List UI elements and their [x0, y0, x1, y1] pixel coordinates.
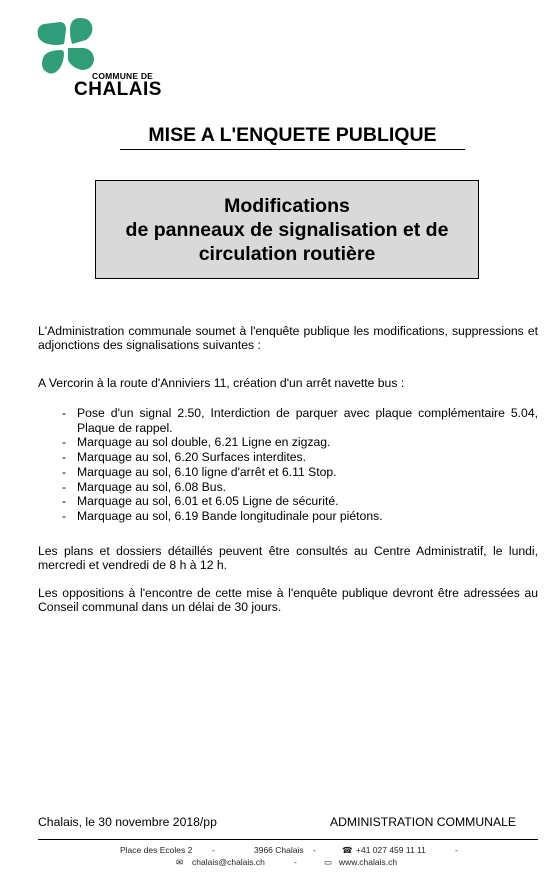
- logo-commune-text: COMMUNE DE: [92, 71, 154, 81]
- clover-icon: [34, 16, 104, 78]
- measures-list: [62, 406, 538, 524]
- intro-paragraph: L'Administration communale soumet à l'enquête publique les modifications, suppressions et adjonctions des signalisations suivantes :: [38, 324, 538, 352]
- subject-box: [95, 180, 479, 279]
- list-item: - Marquage au sol, 6.20 Surfaces interdites.: [62, 450, 306, 465]
- list-item: - Marquage au sol, 6.01 et 6.05 Ligne de sécurité.: [62, 494, 339, 509]
- list-item: - Marquage au sol, 6.10 ligne d'arrêt et 6.11 Stop.: [62, 464, 337, 479]
- page-title: MISE A L'ENQUETE PUBLIQUE: [120, 124, 465, 150]
- list-item: - Marquage au sol, 6.08 Bus.: [62, 479, 227, 494]
- commune-logo: [34, 16, 164, 104]
- signature-authority: ADMINISTRATION COMMUNALE: [330, 815, 516, 829]
- list-item: - Pose d'un signal 2.50, Interdiction de parquer avec plaque complémentaire 5.04, Plaque de rappel.: [62, 406, 538, 435]
- footer-separator: -: [313, 845, 316, 855]
- computer-icon: ▭: [324, 857, 333, 867]
- footer-city: 3966 Chalais: [254, 845, 304, 855]
- footer-phone: +41 027 459 11 11: [356, 845, 426, 855]
- list-item: - Marquage au sol, 6.19 Bande longitudinale pour piétons.: [62, 508, 383, 523]
- location-paragraph: A Vercorin à la route d'Anniviers 11, création d'un arrêt navette bus :: [38, 376, 405, 390]
- footer-divider: [38, 839, 538, 840]
- list-item: - Marquage au sol double, 6.21 Ligne en zigzag.: [62, 435, 331, 450]
- oppositions-paragraph: Les oppositions à l'encontre de cette mise à l'enquête publique devront être adressées au Conseil communal dans un délai de 30 jours.: [38, 586, 538, 614]
- place-date: Chalais, le 30 novembre 2018/pp: [38, 815, 217, 829]
- footer-separator: -: [294, 857, 297, 867]
- subject-line-2: de panneaux de signalisation et de: [125, 218, 449, 241]
- subject-line-3: circulation routière: [198, 242, 376, 265]
- plans-paragraph: Les plans et dossiers détaillés peuvent être consultés au Centre Administratif, le lundi, mercredi et vendredi de 8 h à 12 h.: [38, 544, 538, 572]
- logo-chalais-text: CHALAIS: [74, 79, 162, 100]
- envelope-icon: ✉: [176, 857, 184, 867]
- footer-address: Place des Ecoles 2: [120, 845, 193, 855]
- footer-email[interactable]: chalais@chalais.ch: [192, 857, 265, 867]
- phone-icon: ☎: [342, 845, 353, 855]
- footer-separator: -: [455, 845, 458, 855]
- footer-separator: -: [212, 845, 215, 855]
- subject-line-1: Modifications: [224, 194, 350, 217]
- footer-website[interactable]: www.chalais.ch: [339, 857, 398, 867]
